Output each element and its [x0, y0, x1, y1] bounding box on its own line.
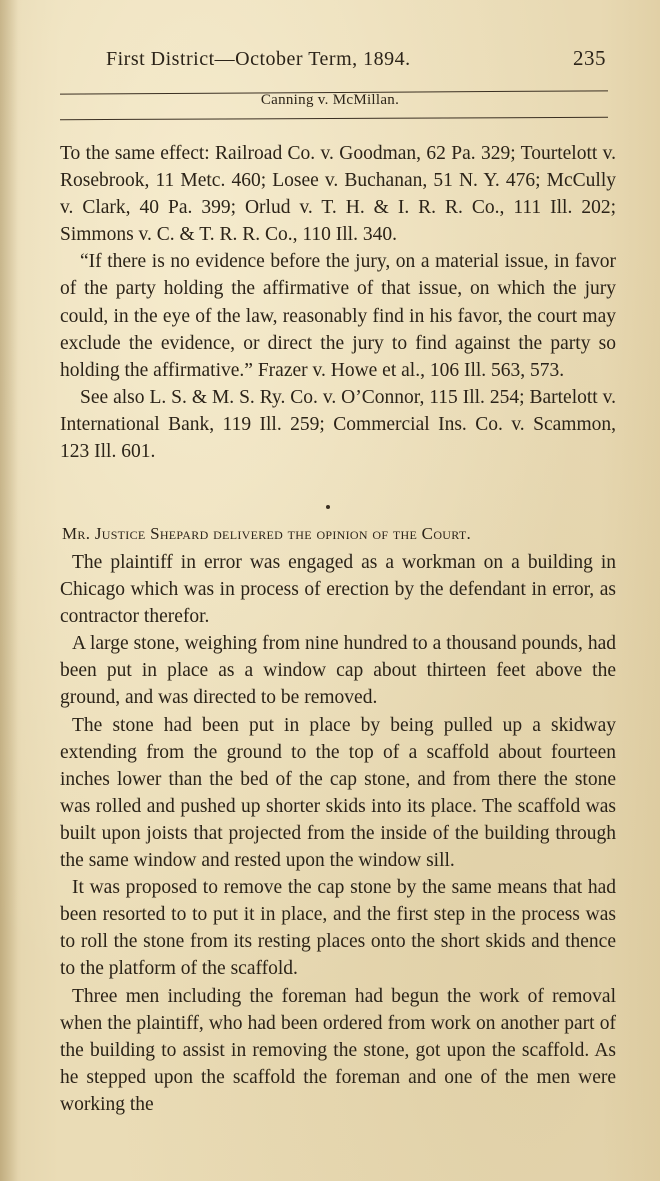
- section-divider: [326, 505, 330, 509]
- opinion-paragraph: The stone had been put in place by being pulled up a skidway extending from the ground to the top of a scaffold about fourteen inches lower than the bed of the cap stone, and from there the stone was rolled and pushed up shorter skids into its place. The scaffold was built upon joists that projected from the inside of the building through the same window and rested upon the window sill.: [60, 714, 616, 872]
- opinion-body: [60, 549, 616, 1118]
- opinion-paragraph: A large stone, weighing from nine hundred to a thousand pounds, had been put in place as a window cap about thirteen feet above the ground, and was directed to be removed.: [60, 633, 616, 709]
- opinion-paragraph: Three men including the foreman had begun the work of removal when the plaintiff, who had been ordered from work on another part of the building to assist in removing the stone, got upon the scaffold. As he stepped upon the scaffold the foreman and one of the men were working the: [60, 985, 616, 1115]
- syllabus-paragraph: “If there is no evidence before the jury, on a material issue, in favor of the party holding the affirmative of that issue, on which the jury could, in the eye of the law, reasonably find in his favor, the court may exclude the evidence, or direct the jury to find against the party so holding the affirmative.” Frazer v. Howe et al., 106 Ill. 563, 573.: [60, 251, 616, 381]
- running-title: First District—October Term, 1894.: [106, 48, 411, 70]
- syllabus-block: [60, 140, 616, 465]
- syllabus-paragraph: See also L. S. & M. S. Ry. Co. v. O’Connor, 115 Ill. 254; Bartelott v. International Bank, 119 Ill. 259; Commercial Ins. Co. v. Scammon, 123 Ill. 601.: [60, 386, 616, 463]
- opinion-heading: Mr. Justice Shepard delivered the opinion of the Court.: [62, 524, 472, 543]
- case-caption: Canning v. McMillan.: [260, 92, 400, 108]
- opinion-paragraph: It was proposed to remove the cap stone by the same means that had been resorted to to put it in place, and the first step in the process was to roll the stone from its resting places onto the short skids and thence to the platform of the scaffold.: [60, 877, 616, 980]
- header-rule-bottom: [60, 117, 608, 120]
- page-fold-shadow: [0, 0, 18, 1181]
- opinion-paragraph: The plaintiff in error was engaged as a workman on a building in Chicago which was in process of erection by the defendant in error, as contractor therefor.: [60, 552, 616, 628]
- syllabus-paragraph: To the same effect: Railroad Co. v. Goodman, 62 Pa. 329; Tourtelott v. Rosebrook, 11 Metc. 460; Losee v. Buchanan, 51 N. Y. 476; McCully v. Clark, 40 Pa. 399; Orlud v. T. H. & I. R. R. Co., 111 Ill. 202; Simmons v. C. & T. R. R. Co., 110 Ill. 340.: [60, 143, 616, 246]
- running-header: [106, 48, 606, 78]
- page-number: 235: [573, 46, 606, 70]
